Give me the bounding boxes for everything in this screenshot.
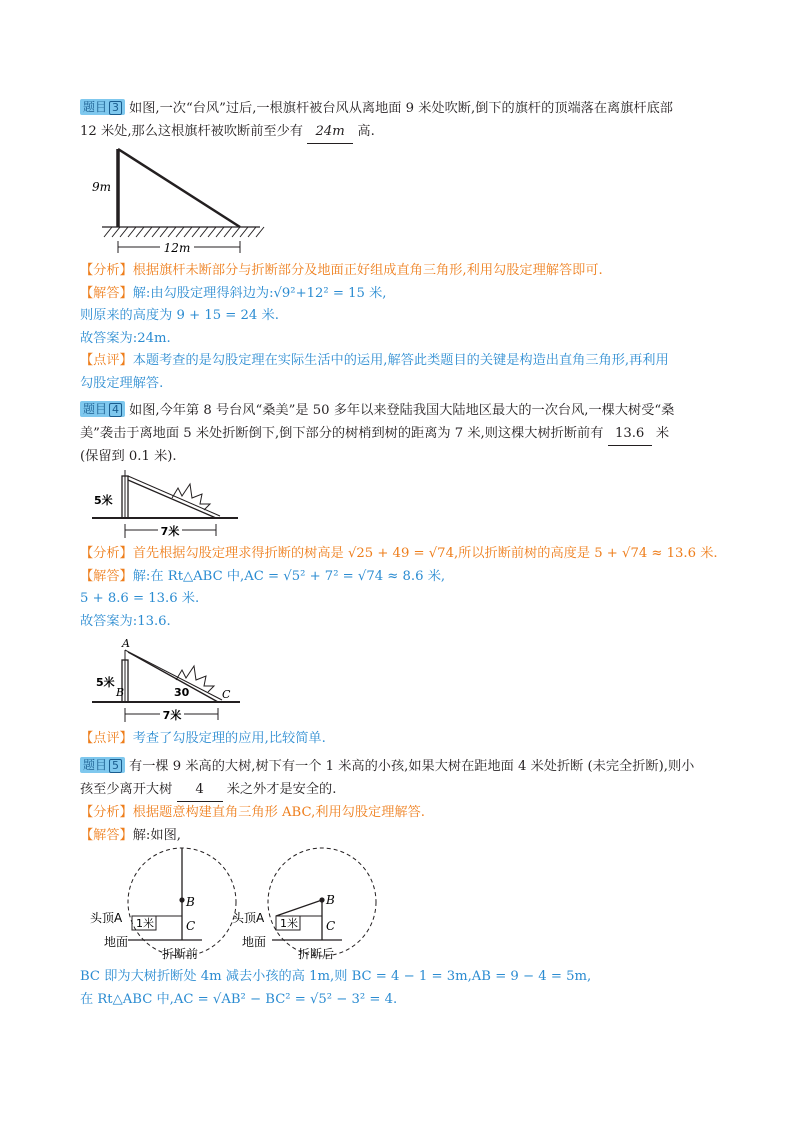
q4-fig2-width-label: 7米 [162, 709, 182, 722]
q4-analysis: 【分析】首先根据勾股定理求得折断的树高是 √25 + 49 = √74,所以折断前树的高度是 5 + √74 ≈ 13.6 米. [80, 546, 718, 561]
q5-right-caption: 折断后 [298, 947, 335, 961]
q4-line-2: 美”袭击于离地面 5 米处折断倒下,倒下部分的树梢到树的距离为 7 米,则这棵大树折断前有 13.6 米 [80, 423, 720, 447]
q4-number: 4 [109, 403, 122, 417]
q5-line-2: 孩至少离开大树 4 米之外才是安全的. [80, 779, 720, 803]
q3-number: 3 [109, 101, 122, 115]
q5-left-head-label: 头顶A [90, 911, 123, 925]
q5-right-head-label: 头顶A [232, 911, 265, 925]
q3-analysis: 【分析】根据旗杆未断部分与折断部分及地面正好组成直角三角形,利用勾股定理解答即可. [80, 263, 603, 278]
q5-solve-3: 在 Rt△ABC 中,AC = √AB² − BC² = √5² − 3² = 4. [80, 991, 398, 1007]
q3-solution [80, 260, 720, 395]
q5-solution [80, 966, 720, 1011]
q3-tag: 题目 3 [80, 99, 125, 115]
q3-text-1: 如图,一次“台风”过后,一根旗杆被台风从离地面 9 米处吹断,倒下的旗杆的顶端落在离旗杆底部 [129, 101, 673, 116]
q5-left-child-label: 1米 [136, 917, 154, 930]
q5-right-point-B: B [326, 893, 335, 907]
q5-line-1: 题目 5 有一棵 9 米高的大树,树下有一个 1 米高的小孩,如果大树在距地面 4 米处折断 (未完全折断),则小 [80, 756, 720, 779]
q3-flagpole-figure [88, 143, 268, 258]
q4-solve-3: 故答案为:13.6. [80, 613, 171, 629]
q4-solution [80, 543, 720, 633]
q5-figure-after [232, 842, 402, 968]
q3-comment-2: 勾股定理解答. [80, 375, 164, 391]
q4-line-1: 题目 4 如图,今年第 8 号台风“桑美”是 50 多年以来登陆我国大陆地区最大的一次台风,一棵大树受“桑 [80, 400, 720, 423]
q3-solve-1: 【解答】解:由勾股定理得斜边为:√9²+12² = 15 米, [80, 285, 387, 301]
q3-fig-height-label: 9m [92, 180, 112, 194]
question-5 [80, 756, 720, 847]
q5-left-ground-label: 地面 [104, 935, 129, 949]
q5-number: 5 [109, 759, 122, 773]
q4-fig2-height-label: 5米 [96, 676, 115, 689]
q4-line-3: (保留到 0.1 米). [80, 449, 177, 464]
q4-solve-1: 【解答】解:在 Rt△ABC 中,AC = √5² + 7² = √74 ≈ 8.6 米, [80, 568, 446, 584]
q3-solve-3: 故答案为:24m. [80, 330, 171, 346]
q5-left-point-C: C [186, 919, 196, 933]
q5-analysis: 【分析】根据题意构建直角三角形 ABC,利用勾股定理解答. [80, 805, 425, 820]
q4-fig2-angle: 30 [174, 686, 190, 699]
q4-tag: 题目 4 [80, 401, 125, 417]
q4-fig-width-label: 7米 [160, 525, 180, 538]
q5-right-ground-label: 地面 [242, 935, 267, 949]
q5-left-caption: 折断前 [162, 947, 199, 961]
q5-figure-before [90, 842, 250, 968]
q4-fig2-point-A: A [122, 637, 130, 650]
q4-solve-2: 5 + 8.6 = 13.6 米. [80, 591, 200, 606]
question-3 [80, 98, 720, 144]
q3-line-1 [80, 98, 720, 121]
q5-solve-2: BC 即为大树折断处 4m 减去小孩的高 1m,则 BC = 4 − 1 = 3m,AB = 9 − 4 = 5m, [80, 969, 592, 984]
q4-solution-figure [92, 634, 242, 726]
q3-comment-1: 【点评】本题考查的是勾股定理在实际生活中的运用,解答此类题目的关键是构造出直角三角形,再利用 [80, 353, 669, 368]
q5-answer: 4 [177, 779, 223, 803]
q3-fig-width-label: 12m [163, 241, 191, 255]
q5-tag: 题目 5 [80, 757, 125, 773]
q5-solve-1: 【解答】解:如图, [80, 827, 181, 843]
question-4 [80, 400, 720, 469]
q3-answer: 24m [307, 121, 353, 145]
q5-left-point-B: B [186, 895, 195, 909]
q4-tree-figure [92, 468, 242, 543]
q3-solve-2: 则原来的高度为 9 + 15 = 24 米. [80, 308, 279, 323]
q4-answer: 13.6 [608, 423, 652, 447]
q5-right-child-label: 1米 [280, 917, 298, 930]
q3-line-2: 12 米处,那么这根旗杆被吹断前至少有 24m 高. [80, 121, 720, 145]
q4-comment: 【点评】考查了勾股定理的应用,比较简单. [80, 731, 326, 746]
q4-fig2-point-C: C [222, 688, 231, 701]
q4-fig-height-label: 5米 [94, 494, 113, 507]
q4-fig2-point-B: B [116, 686, 125, 699]
q5-right-point-C: C [326, 919, 336, 933]
